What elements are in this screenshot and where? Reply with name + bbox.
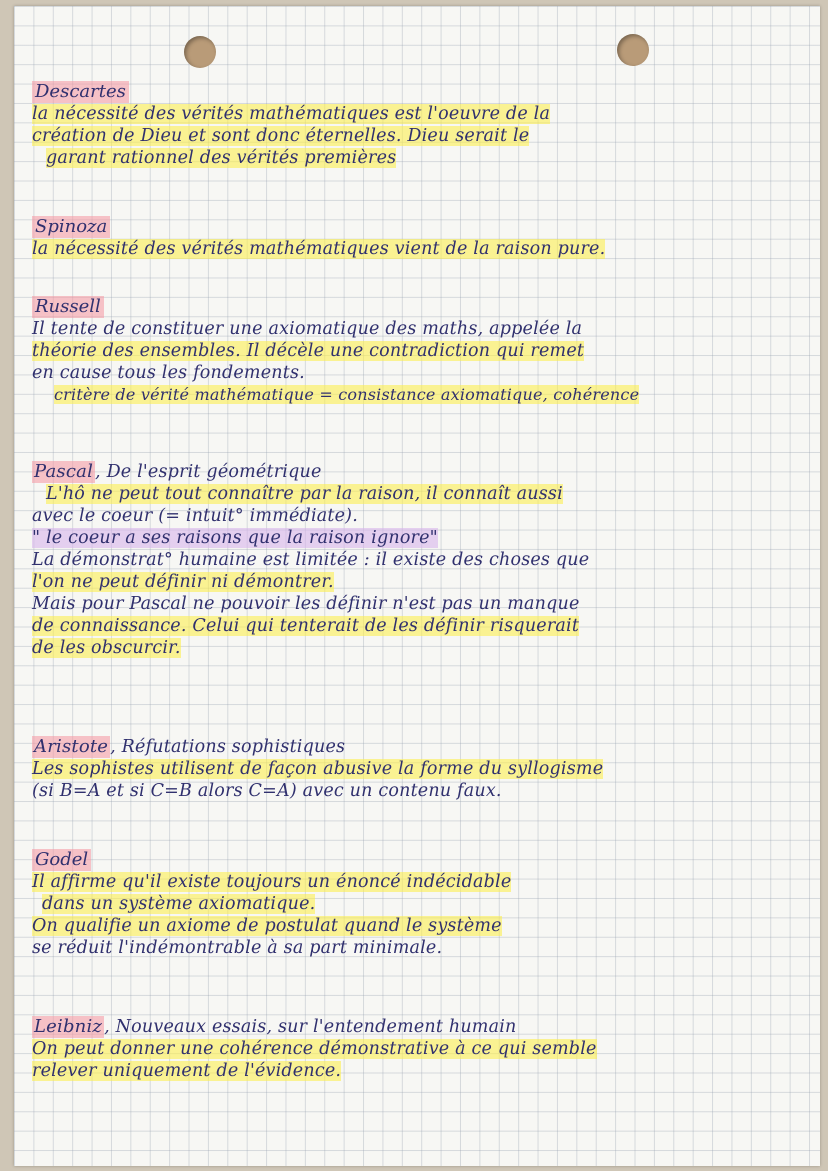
text-line: Mais pour Pascal ne pouvoir les définir n'est pas un manque — [32, 594, 580, 614]
text-line: relever uniquement de l'évidence. — [32, 1061, 342, 1081]
text-line: en cause tous les fondements. — [32, 363, 305, 383]
text-line: la nécessité des vérités mathématiques est l'oeuvre de la — [32, 104, 551, 124]
section-russell — [32, 296, 810, 406]
section-leibniz — [32, 1016, 810, 1082]
section-heading: Pascal — [34, 461, 94, 482]
section-aristote — [32, 736, 810, 802]
binder-hole-right — [617, 34, 649, 66]
section-godel — [32, 849, 810, 959]
text-line: On peut donner une cohérence démonstrative à ce qui semble — [32, 1039, 597, 1059]
text-line: théorie des ensembles. Il décèle une contradiction qui remet — [32, 341, 585, 361]
text-line: de connaissance. Celui qui tenterait de les définir risquerait — [32, 616, 580, 636]
notebook-page — [14, 6, 820, 1166]
text-line: de les obscurcir. — [32, 638, 181, 658]
section-heading: Aristote — [34, 736, 109, 757]
text-line: " le coeur a ses raisons que la raison ignore" — [32, 528, 438, 548]
section-descartes — [32, 81, 810, 169]
section-heading: Spinoza — [32, 216, 110, 238]
section-heading: Descartes — [32, 81, 129, 103]
text-line: l'on ne peut définir ni démontrer. — [32, 572, 334, 592]
text-line: Les sophistes utilisent de façon abusive la forme du syllogisme — [32, 759, 604, 779]
text-line: se réduit l'indémontrable à sa part minimale. — [32, 938, 443, 958]
text-line: Il affirme qu'il existe toujours un énoncé indécidable — [32, 872, 512, 892]
section-pascal — [32, 461, 810, 659]
text-line: création de Dieu et sont donc éternelles. Dieu serait le — [32, 126, 530, 146]
text-line: avec le coeur (= intuit° immédiate). — [32, 506, 358, 526]
section-spinoza — [32, 216, 810, 260]
text-line: critère de vérité mathématique = consistance axiomatique, cohérence — [54, 385, 640, 404]
text-line: dans un système axiomatique. — [42, 894, 316, 914]
binder-hole-left — [184, 36, 216, 68]
text-line: garant rationnel des vérités premières — [46, 148, 397, 168]
work-title: , Réfutations sophistiques — [110, 737, 346, 757]
text-line: la nécessité des vérités mathématiques vient de la raison pure. — [32, 239, 606, 259]
section-heading: Godel — [32, 849, 91, 871]
text-line: La démonstrat° humaine est limitée : il existe des choses que — [32, 550, 590, 570]
work-title: , De l'esprit géométrique — [95, 462, 322, 482]
text-line: On qualifie un axiome de postulat quand le système — [32, 916, 502, 936]
section-heading: Russell — [32, 296, 104, 318]
section-heading: Leibniz — [34, 1016, 103, 1037]
text-line: Il tente de constituer une axiomatique des maths, appelée la — [32, 319, 583, 339]
text-line: L'hô ne peut tout connaître par la raison, il connaît aussi — [46, 484, 563, 504]
work-title: , Nouveaux essais, sur l'entendement humain — [104, 1017, 517, 1037]
text-line: (si B=A et si C=B alors C=A) avec un contenu faux. — [32, 781, 502, 801]
